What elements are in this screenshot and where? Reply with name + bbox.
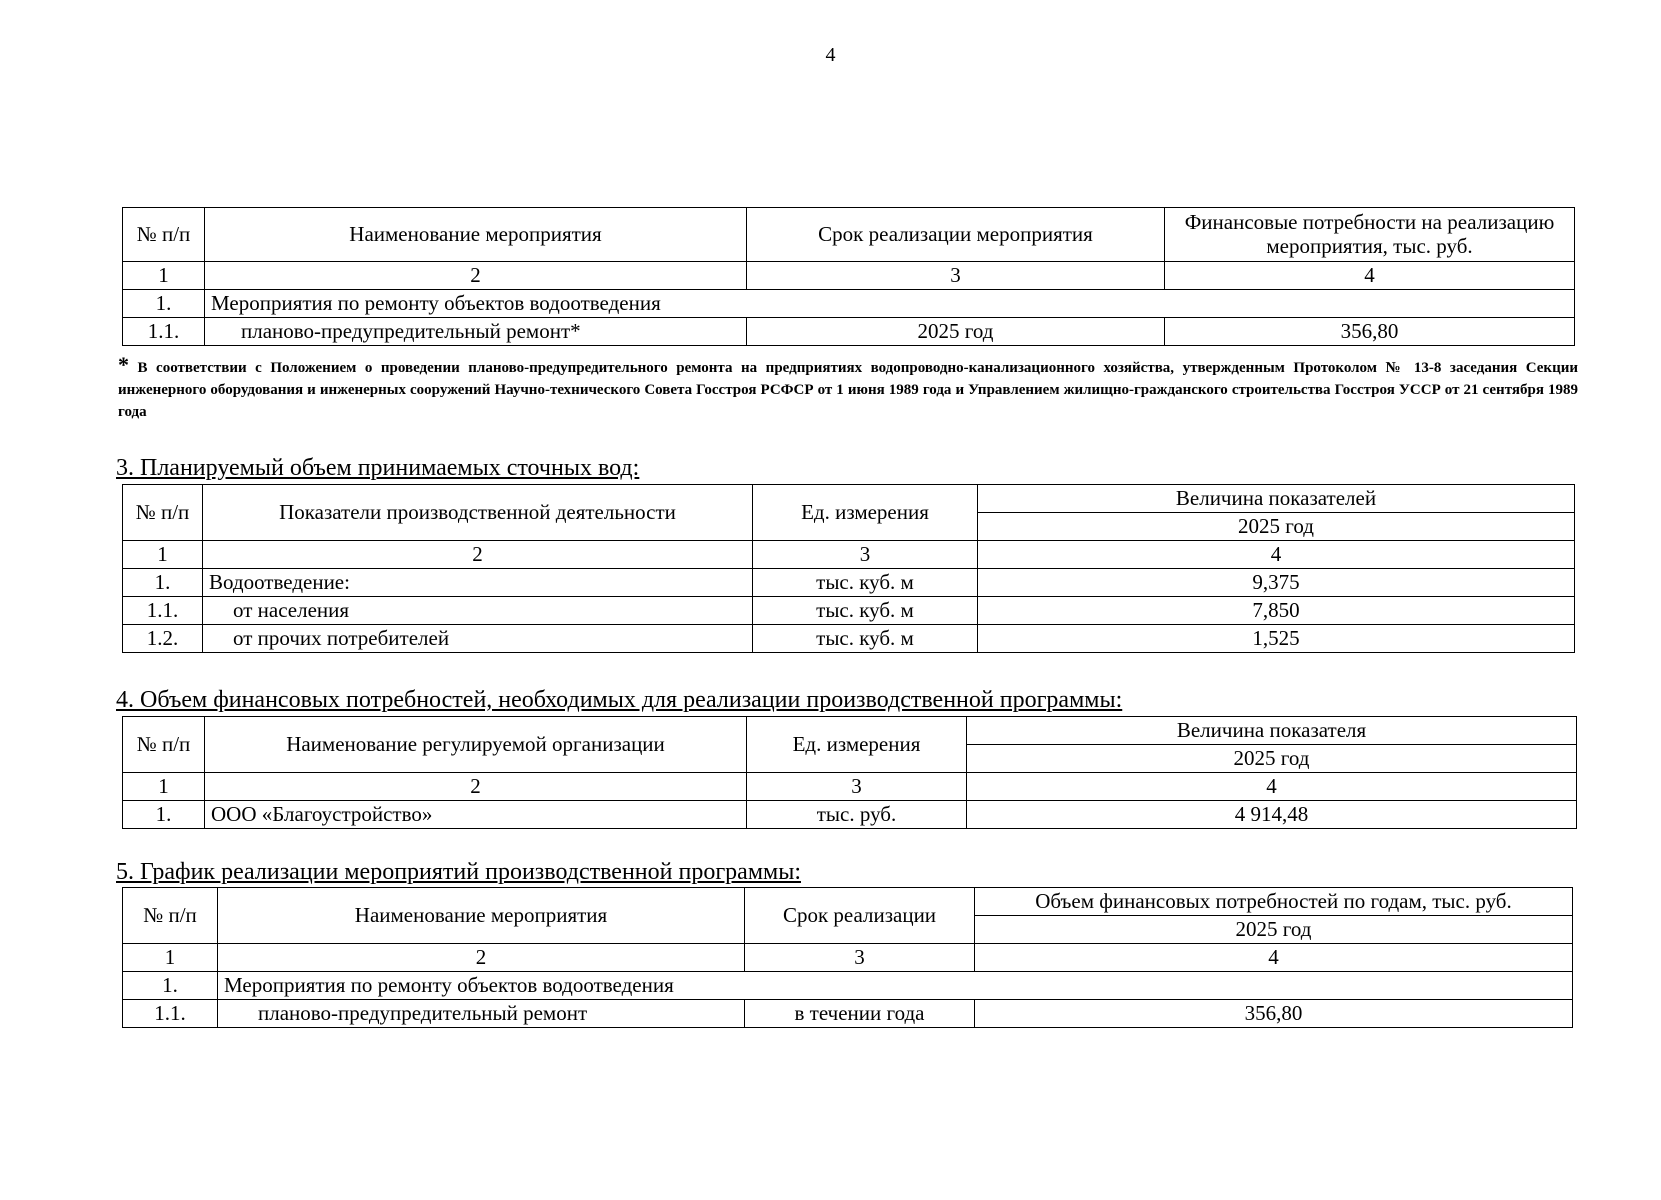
section-3-title: 3. Планируемый объем принимаемых сточных вод: bbox=[116, 455, 640, 481]
row-unit: тыс. куб. м bbox=[753, 597, 978, 625]
row-name: от населения bbox=[203, 597, 753, 625]
col-number: 2 bbox=[205, 262, 747, 290]
page-number: 4 bbox=[825, 44, 836, 66]
header-term: Срок реализации мероприятия bbox=[747, 208, 1165, 262]
col-number: 1 bbox=[123, 262, 205, 290]
col-number: 1 bbox=[123, 773, 205, 801]
col-number: 4 bbox=[967, 773, 1577, 801]
row-amount: 356,80 bbox=[975, 1000, 1573, 1028]
header-year: 2025 год bbox=[975, 916, 1573, 944]
row-num: 1. bbox=[123, 801, 205, 829]
col-number: 1 bbox=[123, 541, 203, 569]
section-4-title: 4. Объем финансовых потребностей, необходимых для реализации производственной программы: bbox=[116, 687, 1123, 713]
row-unit: тыс. куб. м bbox=[753, 625, 978, 653]
row-value: 9,375 bbox=[978, 569, 1575, 597]
col-number: 3 bbox=[747, 773, 967, 801]
row-unit: тыс. куб. м bbox=[753, 569, 978, 597]
row-name: планово-предупредительный ремонт* bbox=[205, 318, 747, 346]
row-amount: 356,80 bbox=[1165, 318, 1575, 346]
row-num: 1.1. bbox=[123, 597, 203, 625]
table-row bbox=[123, 318, 1575, 346]
header-unit: Ед. измерения bbox=[753, 485, 978, 541]
header-value-group: Величина показателей bbox=[978, 485, 1575, 513]
header-amount: Финансовые потребности на реализацию мероприятия, тыс. руб. bbox=[1165, 208, 1575, 262]
group-num: 1. bbox=[123, 290, 205, 318]
col-number: 4 bbox=[1165, 262, 1575, 290]
col-number: 4 bbox=[978, 541, 1575, 569]
header-num: № п/п bbox=[123, 888, 218, 944]
row-value: 7,850 bbox=[978, 597, 1575, 625]
measures-table bbox=[122, 207, 1575, 346]
header-value-group: Величина показателя bbox=[967, 717, 1577, 745]
header-num: № п/п bbox=[123, 208, 205, 262]
schedule-table bbox=[122, 887, 1573, 1028]
group-name: Мероприятия по ремонту объектов водоотведения bbox=[205, 290, 1575, 318]
row-num: 1.1. bbox=[123, 318, 205, 346]
table-row bbox=[123, 597, 1575, 625]
row-term: 2025 год bbox=[747, 318, 1165, 346]
row-name: Водоотведение: bbox=[203, 569, 753, 597]
group-name: Мероприятия по ремонту объектов водоотведения bbox=[218, 972, 1573, 1000]
footnote-text: В соответствии с Положением о проведении планово-предупредительного ремонта на предприятиях водопроводно-канализационного хозяйства, утвержденным Протоколом № 13-8 заседания Секции инженерного оборудования и инженерных сооружений Научно-технического Совета Госстроя РСФСР от 1 июня 1989 года и Управлением жилищно-гражданского строительства Госстроя УССР от 21 сентября 1989 года bbox=[118, 360, 1579, 420]
row-num: 1.2. bbox=[123, 625, 203, 653]
header-num: № п/п bbox=[123, 717, 205, 773]
row-name: от прочих потребителей bbox=[203, 625, 753, 653]
table-row bbox=[123, 1000, 1573, 1028]
header-unit: Ед. измерения bbox=[747, 717, 967, 773]
footnote-star: * bbox=[118, 352, 129, 377]
row-term: в течении года bbox=[745, 1000, 975, 1028]
wastewater-volume-table bbox=[122, 484, 1575, 653]
header-value-group: Объем финансовых потребностей по годам, тыс. руб. bbox=[975, 888, 1573, 916]
col-number: 2 bbox=[218, 944, 745, 972]
table-row bbox=[123, 569, 1575, 597]
row-value: 4 914,48 bbox=[967, 801, 1577, 829]
col-number: 3 bbox=[747, 262, 1165, 290]
col-number: 2 bbox=[203, 541, 753, 569]
section-5-title: 5. График реализации мероприятий производственной программы: bbox=[116, 859, 801, 885]
col-number: 3 bbox=[745, 944, 975, 972]
row-num: 1. bbox=[123, 569, 203, 597]
table-row bbox=[123, 801, 1577, 829]
col-number: 4 bbox=[975, 944, 1573, 972]
header-year: 2025 год bbox=[978, 513, 1575, 541]
row-value: 1,525 bbox=[978, 625, 1575, 653]
col-number: 1 bbox=[123, 944, 218, 972]
footnote bbox=[118, 354, 1578, 423]
col-number: 3 bbox=[753, 541, 978, 569]
row-num: 1.1. bbox=[123, 1000, 218, 1028]
header-term: Срок реализации bbox=[745, 888, 975, 944]
group-row bbox=[123, 972, 1573, 1000]
row-unit: тыс. руб. bbox=[747, 801, 967, 829]
group-num: 1. bbox=[123, 972, 218, 1000]
group-row bbox=[123, 290, 1575, 318]
row-name: ООО «Благоустройство» bbox=[205, 801, 747, 829]
header-org: Наименование регулируемой организации bbox=[205, 717, 747, 773]
col-number: 2 bbox=[205, 773, 747, 801]
table-row bbox=[123, 625, 1575, 653]
header-indicator: Показатели производственной деятельности bbox=[203, 485, 753, 541]
header-name: Наименование мероприятия bbox=[205, 208, 747, 262]
header-num: № п/п bbox=[123, 485, 203, 541]
header-year: 2025 год bbox=[967, 745, 1577, 773]
row-name: планово-предупредительный ремонт bbox=[218, 1000, 745, 1028]
header-name: Наименование мероприятия bbox=[218, 888, 745, 944]
financial-needs-table bbox=[122, 716, 1577, 829]
